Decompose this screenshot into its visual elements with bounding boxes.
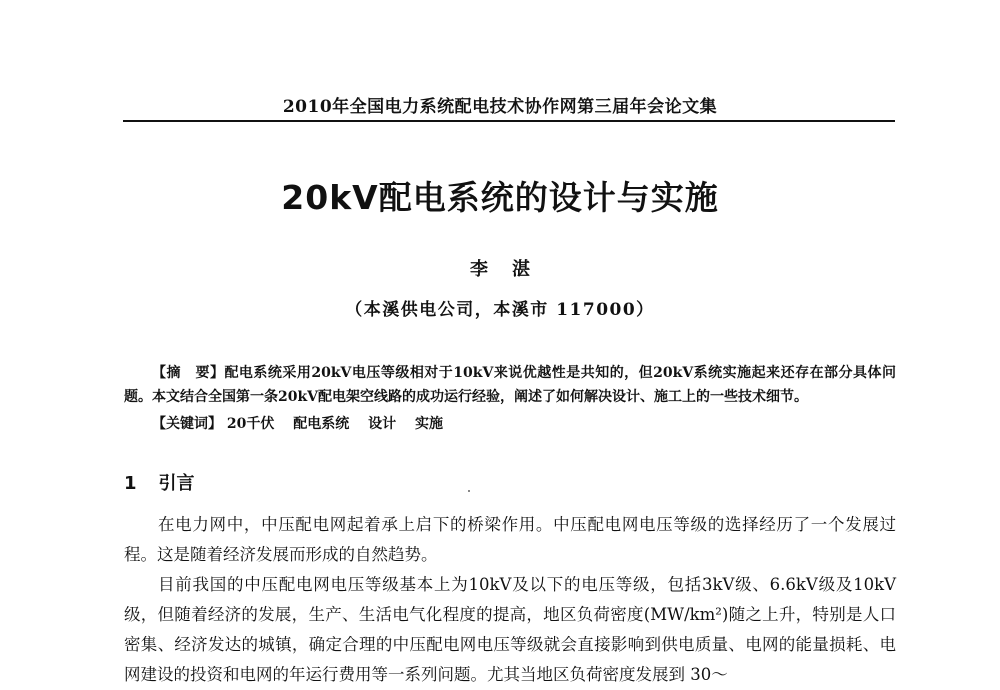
abstract-text: 配电系统采用20kV电压等级相对于10kV来说优越性是共知的，但20kV系统实施起来还存在部分具体问题。本文结合全国第一条20kV配电架空线路的成功运行经验，阐述了如何解决设计、施工上的一些技术细节。 bbox=[124, 365, 897, 405]
body-paragraph: 在电力网中，中压配电网起着承上启下的桥梁作用。中压配电网电压等级的选择经历了一个发展过程。这是随着经济发展而形成的自然趋势。 bbox=[124, 515, 896, 564]
running-header: 2010年全国电力系统配电技术协作网第三届年会论文集 bbox=[282, 97, 718, 117]
keyword-item: 配电系统 bbox=[293, 416, 350, 432]
section-title: 引言 bbox=[158, 473, 195, 494]
keywords-block bbox=[152, 413, 896, 433]
keyword-item: 设计 bbox=[368, 416, 397, 432]
header-rule bbox=[123, 120, 895, 122]
scan-speck bbox=[468, 490, 470, 492]
author-affiliation: （本溪供电公司，本溪市 117000） bbox=[345, 300, 655, 320]
section-heading bbox=[124, 469, 195, 495]
section-number: 1 bbox=[124, 473, 137, 494]
section-body bbox=[124, 510, 896, 690]
paper-title: 20kV配电系统的设计与实施 bbox=[281, 178, 719, 217]
keywords-label: 【关键词】 bbox=[152, 416, 222, 432]
author-name: 李湛 bbox=[470, 259, 554, 280]
abstract-label: 【摘 要】 bbox=[152, 365, 225, 381]
abstract-block bbox=[124, 361, 896, 409]
body-paragraph: 目前我国的中压配电网电压等级基本上为10kV及以下的电压等级，包括3kV级、6.6kV级及10kV级，但随着经济的发展，生产、生活电气化程度的提高，地区负荷密度(MW/km²)随之上升，特别是人口密集、经济发达的城镇，确定合理的中压配电网电压等级就会直接影响到供电质量、电网的能量损耗、电网建设的投资和电网的年运行费用等一系列问题。尤其当地区负荷密度发展到 30～ bbox=[124, 575, 896, 684]
keyword-item: 20千伏 bbox=[226, 416, 275, 432]
keyword-item: 实施 bbox=[414, 416, 443, 432]
